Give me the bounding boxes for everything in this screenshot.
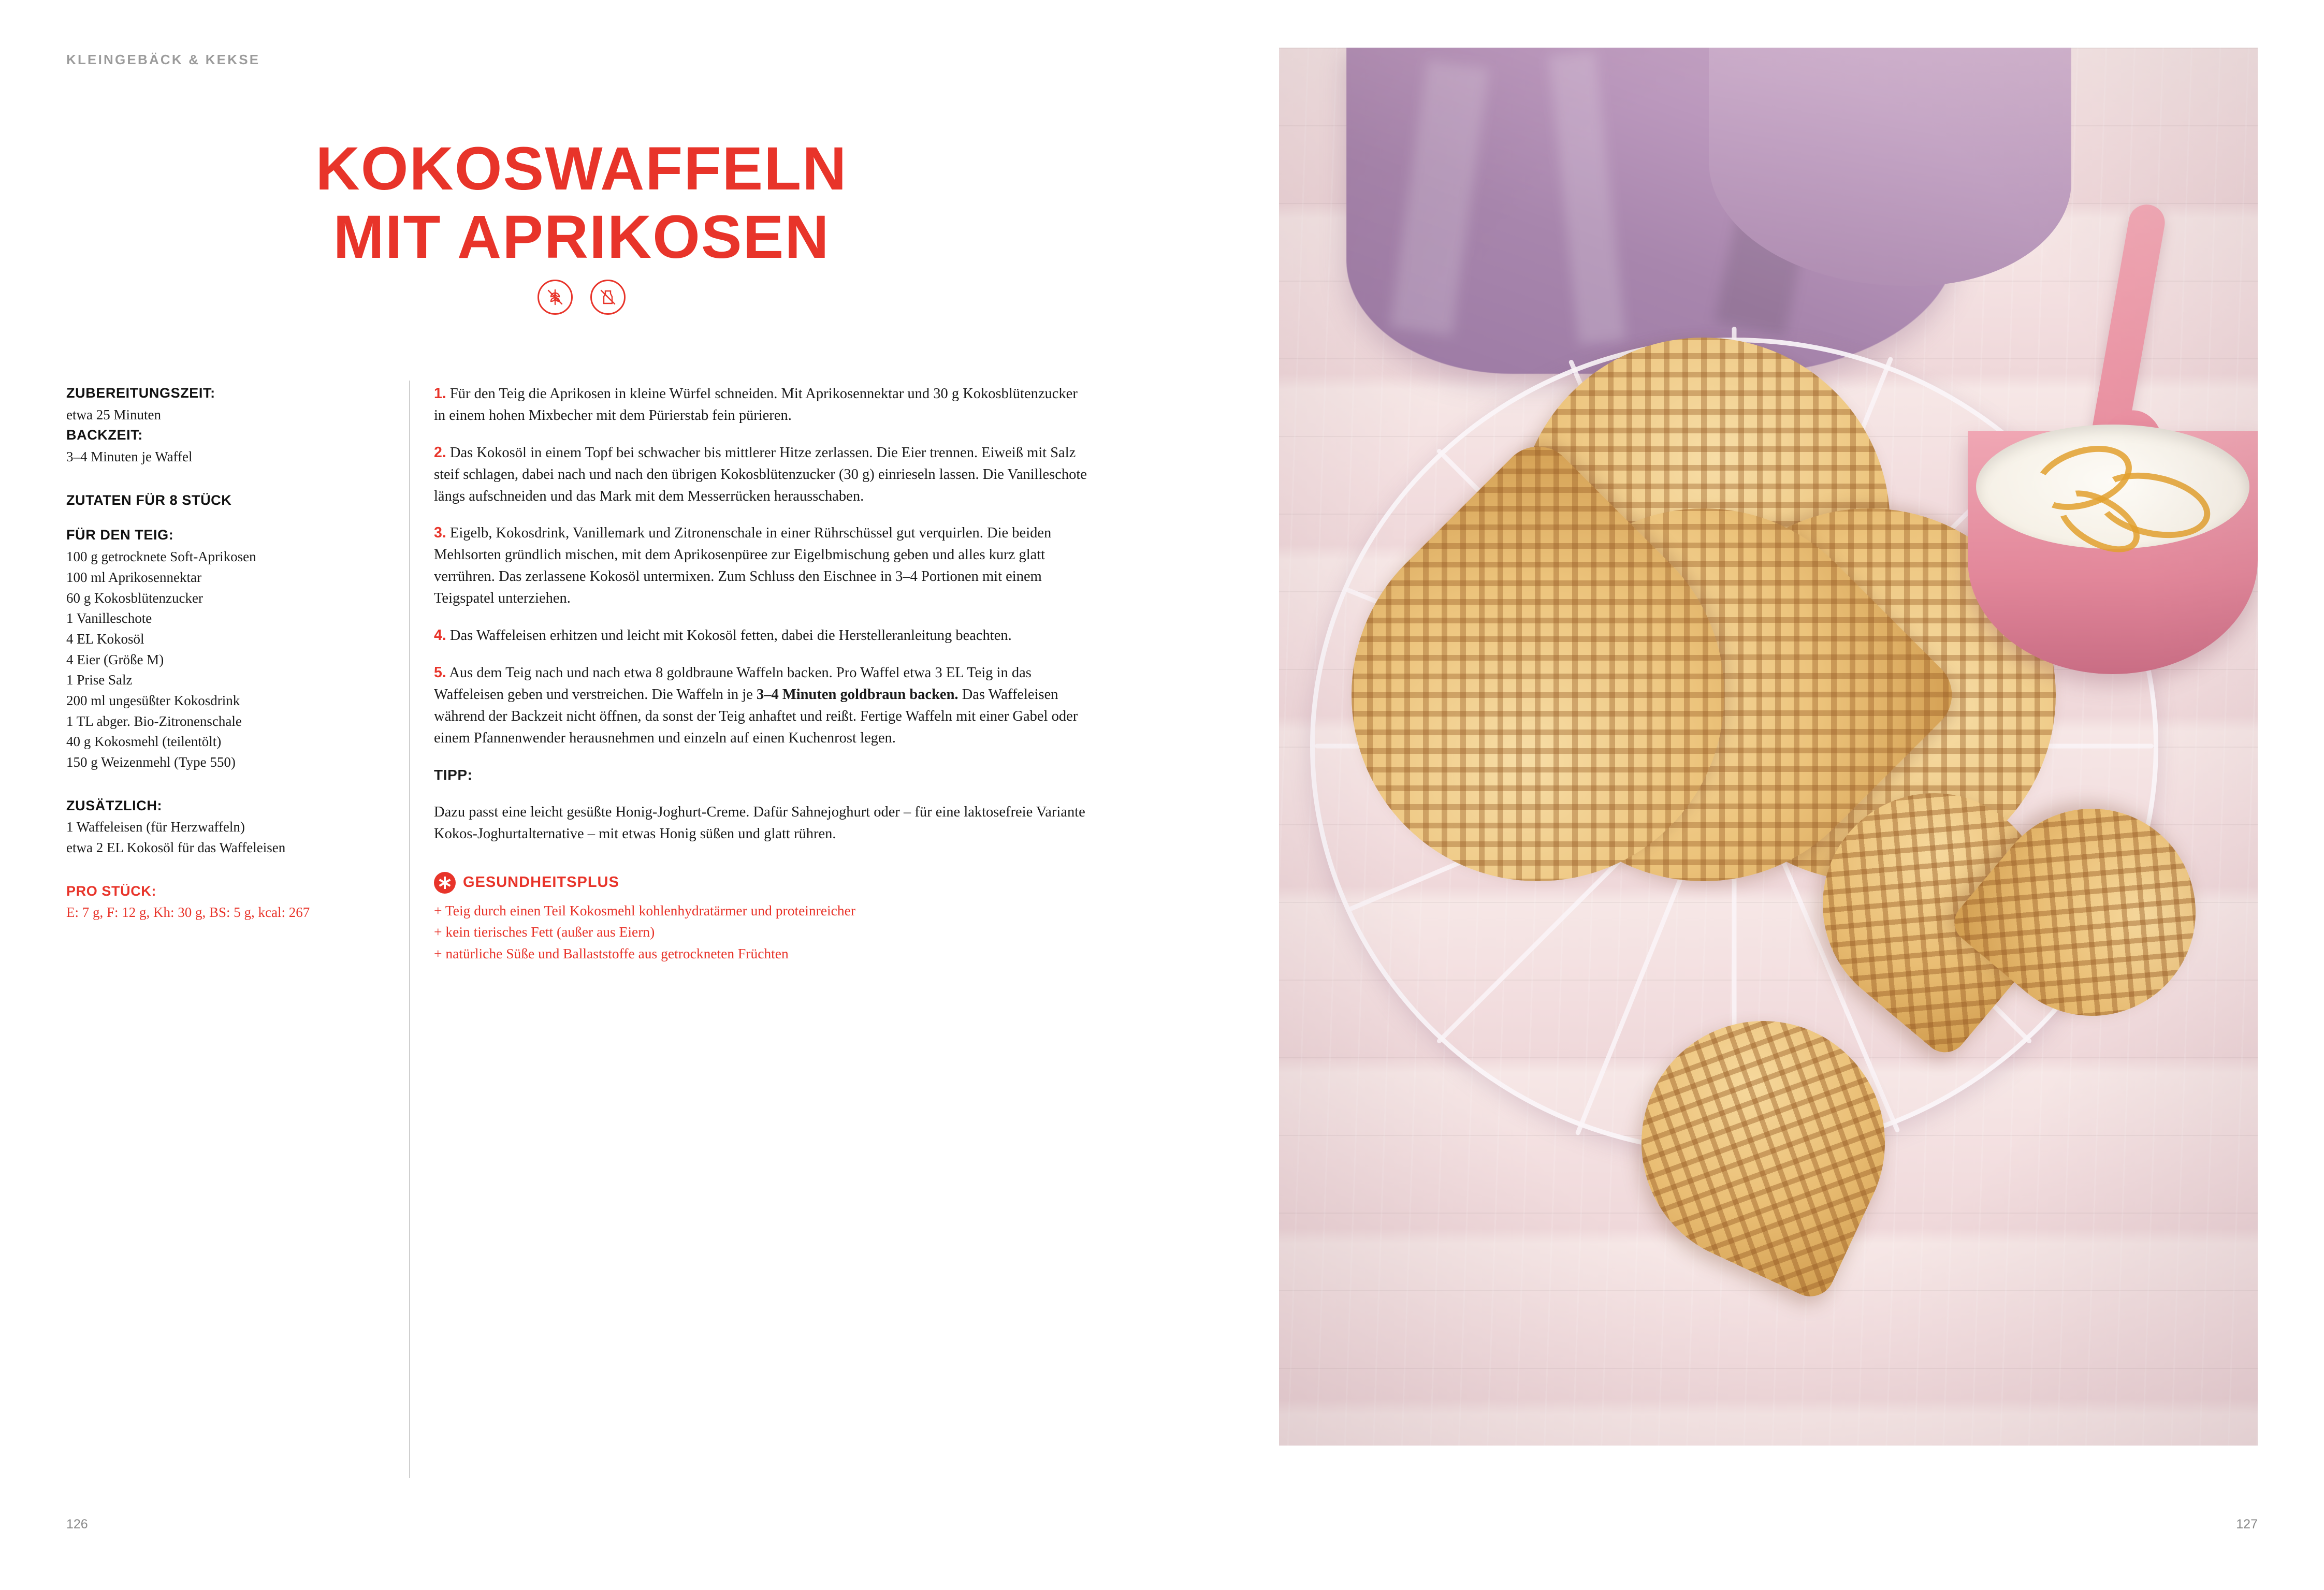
step-number: 3. [434,524,446,542]
health-benefits-list [434,900,1092,964]
ingredient-item: 1 Vanilleschote [66,610,152,626]
health-benefits-heading [434,871,1092,894]
prep-time-heading: ZUBEREITUNGSZEIT: [66,385,215,401]
right-page [1263,0,2324,1590]
ingredient-item: 100 g getrocknete Soft-Aprikosen [66,549,256,565]
ingredient-item: 100 ml Aprikosennektar [66,569,201,585]
step-paragraph [434,383,1092,427]
step-text-part-1: Aus dem Teig nach und nach etwa 8 goldbraune Waffeln backen. Pro Waffel etwa 3 EL Teig in das Waffeleisen geben und verstreichen. Die Waffeln in je [434,664,1032,703]
prep-time-value: etwa 25 Minuten [66,406,161,422]
recipe-photo [1279,48,2258,1446]
step-text: Für den Teig die Aprikosen in kleine Würfel schneiden. Mit Aprikosennektar und 30 g Kokosblütenzucker in einem hohen Mixbecher mit dem Pürierstab fein pürieren. [434,386,1078,424]
gluten-free-icon [538,280,573,315]
tip-heading: TIPP: [434,767,473,783]
page-number-left: 126 [66,1517,88,1531]
ingredient-item: 4 EL Kokosöl [66,631,144,647]
ingredient-item: 60 g Kokosblütenzucker [66,590,203,606]
step-number: 2. [434,444,446,461]
title-line-2: MIT APRIKOSEN [333,203,830,272]
step-text: Eigelb, Kokosdrink, Vanillemark und Zitronenschale in einer Rührschüssel gut verquirlen. Die beiden Mehlsorten gründlich mischen, mit dem Aprikosenpüree zur Eigelbmischung geben und alles kurz glatt verrühren. Das zerlassene Kokosöl untermixen. Zum Schluss den Eischnee in 3–4 Portionen mit einem Teigspatel unterziehen. [434,525,1052,607]
extra-item: etwa 2 EL Kokosöl für das Waffeleisen [66,840,286,856]
step-number: 5. [434,664,446,681]
ingredient-item: 1 Prise Salz [66,672,133,688]
step-number: 4. [434,627,446,644]
tip-text: Dazu passt eine leicht gesüßte Honig-Joghurt-Creme. Dafür Sahnejoghurt oder – für eine laktosefreie Variante Kokos-Joghurtalternative – mit etwas Honig süßen und glatt rühren. [434,804,1085,842]
extra-heading: ZUSÄTZLICH: [66,797,163,813]
step-paragraph [434,522,1092,609]
health-benefit-item: + natürliche Süße und Ballaststoffe aus getrockneten Früchten [434,945,789,961]
asterisk-icon [434,872,456,894]
ingredients-column [66,383,387,923]
bake-time-value: 3–4 Minuten je Waffel [66,449,193,465]
chapter-kicker: KLEINGEBÄCK & KEKSE [66,52,260,67]
bake-time-heading: BACKZEIT: [66,427,143,443]
health-benefits-label: GESUNDHEITSPLUS [463,874,619,891]
yogurt-bowl [1968,431,2258,674]
yogurt-surface [1976,425,2249,549]
diet-badges [66,280,1097,315]
nutrition-value: E: 7 g, F: 12 g, Kh: 30 g, BS: 5 g, kcal: 267 [66,905,310,921]
step-paragraph [434,662,1092,749]
instructions-column [434,383,1092,964]
column-divider [409,381,410,1478]
nutrition-heading: PRO STÜCK: [66,883,156,899]
extra-item: 1 Waffeleisen (für Herzwaffeln) [66,819,245,835]
step-paragraph [434,442,1092,507]
ingredient-item: 4 Eier (Größe M) [66,651,164,667]
step-text-emphasis: 3–4 Minuten goldbraun backen. [756,686,958,703]
servings-heading: ZUTATEN FÜR 8 STÜCK [66,492,232,508]
title-line-1: KOKOSWAFFELN [315,135,848,203]
step-text: Das Kokosöl in einem Topf bei schwacher bis mittlerer Hitze zerlassen. Die Eier trennen. Eiweiß mit Salz steif schlagen, dabei nach und nach den übrigen Kokosblütenzucker (30 g) einrieseln lassen. Die Vanilleschote längs aufschneiden und das Mark mit dem Messerrücken herausschaben. [434,444,1087,504]
ingredient-item: 200 ml ungesüßter Kokosdrink [66,692,240,708]
page-title [66,135,1097,271]
step-text: Das Waffeleisen erhitzen und leicht mit Kokosöl fetten, dabei die Herstelleranleitung beachten. [449,628,1012,644]
step-number: 1. [434,385,446,402]
ingredient-item: 40 g Kokosmehl (teilentölt) [66,734,222,750]
lactose-free-icon [590,280,626,315]
health-benefit-item: + Teig durch einen Teil Kokosmehl kohlenhydratärmer und proteinreicher [434,902,856,919]
page-number-right: 127 [2236,1517,2258,1531]
ingredient-item: 1 TL abger. Bio-Zitronenschale [66,713,242,729]
step-paragraph [434,625,1092,647]
step-text-part-2: Das Waffeleisen während der Backzeit nicht öffnen, da sonst der Teig anhaftet und reißt. Fertige Waffeln mit einer Gabel oder einem Pfannenwender herausnehmen und einzeln auf einen Kuchenrost legen. [434,686,1078,746]
dough-heading: FÜR DEN TEIG: [66,527,174,543]
ingredient-item: 150 g Weizenmehl (Type 550) [66,754,236,770]
health-benefit-item: + kein tierisches Fett (außer aus Eiern) [434,924,655,940]
